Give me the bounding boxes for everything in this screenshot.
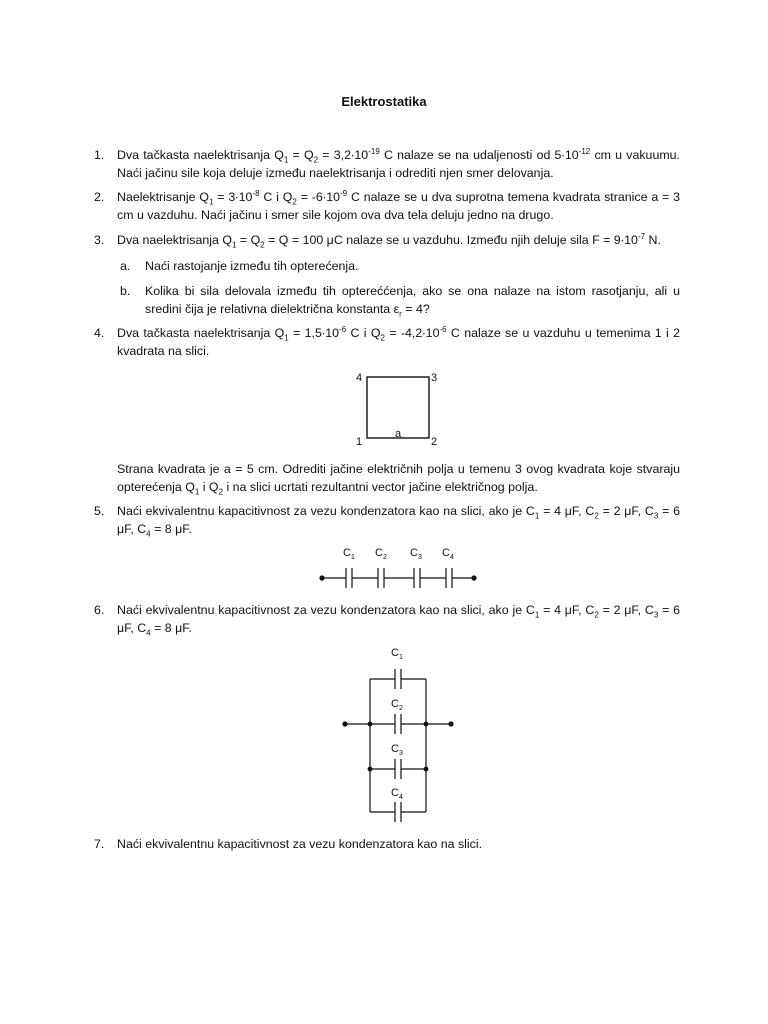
- subitem-letter: a.: [120, 259, 131, 273]
- capacitor-c3-label: $C_3$: [410, 547, 422, 561]
- capacitor-c2-label: $C_2$: [375, 547, 387, 561]
- problem-2: [94, 188, 680, 224]
- capacitor-c4-label: $C_4$: [391, 787, 403, 801]
- vertex-3-label: 3: [431, 372, 438, 384]
- capacitor-c1-label: $C_1$: [391, 647, 403, 661]
- vertex-1-label: 1: [356, 436, 363, 448]
- problem-number: 7.: [94, 837, 105, 851]
- capacitor-c4-label: $C_4$: [442, 547, 454, 561]
- series-capacitor-figure: [314, 545, 484, 590]
- terminal-left: [342, 721, 347, 726]
- subitem-b: [120, 282, 680, 318]
- problem-text: Strana kvadrata je a = 5 cm. Odrediti jačine električnih polja u temenu 3 ovog kvadrata koje stvaraju opterećenja $Q_1$ i $Q_2$ i na slici ucrtati rezultantni vector jačine električnog polja.: [117, 462, 680, 497]
- problem-number: 3.: [94, 233, 105, 247]
- problem-number: 1.: [94, 148, 105, 162]
- problem-number: 6.: [94, 603, 105, 617]
- problem-3: [94, 231, 680, 249]
- subitem-letter: b.: [120, 284, 131, 298]
- problem-7: [94, 835, 680, 853]
- problem-text: Dva tačkasta naelektrisanja $Q_1 = Q_2 = 3,2\cdot 10^{-19}$ C nalaze se na udaljenosti od $5\cdot 10^{-12}$ cm u vakuumu. Naći jačinu sile koja deluje između naelektrisanja i odrediti njen smer delovanja.: [117, 146, 680, 180]
- subitem-text: Naći rastojanje između tih opterećenja.: [145, 259, 359, 273]
- problem-5: [94, 502, 680, 538]
- side-a-label: a: [395, 428, 402, 440]
- problem-text: Naći ekvivalentnu kapacitivnost za vezu kondenzatora kao na slici.: [117, 837, 483, 851]
- vertex-4-label: 4: [356, 372, 363, 384]
- page-title: Elektrostatika: [341, 94, 427, 109]
- vertex-2-label: 2: [431, 436, 438, 448]
- subitem-a: [120, 257, 680, 275]
- capacitor-c3-label: $C_3$: [391, 743, 403, 757]
- terminal-right: [448, 721, 453, 726]
- problem-6: [94, 601, 680, 637]
- capacitor-c2-label: $C_2$: [391, 698, 403, 712]
- problem-4: [94, 324, 680, 360]
- problem-1: [94, 146, 680, 182]
- subitem-text: Kolika bi sila delovala između tih optereććenja, ako se ona nalaze na istom rasotjanju, ali u sredini čija je relativna dielektrična konstanta $\varepsilon_r = 4$?: [145, 284, 680, 319]
- problem-text: Dva naelektrisanja $Q_1 = Q_2 = Q = 100$ μC nalaze se u vazduhu. Između njih deluje sila $F = 9\cdot 10^{-7}$ N.: [117, 231, 661, 250]
- parallel-capacitor-figure: [340, 643, 460, 828]
- terminal-left: [319, 575, 324, 580]
- problem-number: 4.: [94, 326, 105, 340]
- problem-text: Naći ekvivalentnu kapacitivnost za vezu kondenzatora kao na slici, ako je $C_1 = 4$ μF, $C_2 = 2$ μF, $C_3 = 6$ μF, $C_4 = 8$ μF.: [117, 603, 681, 638]
- square-figure: [340, 365, 450, 450]
- problem-number: 5.: [94, 504, 105, 518]
- problem-number: 2.: [94, 190, 105, 204]
- capacitor-c1-label: $C_1$: [343, 547, 355, 561]
- problem-text: Naći ekvivalentnu kapacitivnost za vezu kondenzatora kao na slici, ako je $C_1 = 4$ μF, $C_2 = 2$ μF, $C_3 = 6$ μF, $C_4 = 8$ μF.: [117, 504, 681, 539]
- problem-4-continued: [94, 460, 680, 496]
- problem-text: Naelektrisanje $Q_1 = 3\cdot 10^{-8}$ C i $Q_2 = -6\cdot 10^{-9}$ C nalaze se u dva suprotna temena kvadrata stranice a = 3 cm u vazduhu. Naći jačinu i smer sile kojom ova dva tela deluju jedno na drugo.: [117, 188, 680, 222]
- problem-text: Dva tačkasta naelektrisanja $Q_1 = 1,5\cdot 10^{-6}$ C i $Q_2 = -4,2\cdot 10^{-6}$ C nalaze se u vazduhu u temenima 1 i 2 kvadrata na slici.: [117, 324, 680, 358]
